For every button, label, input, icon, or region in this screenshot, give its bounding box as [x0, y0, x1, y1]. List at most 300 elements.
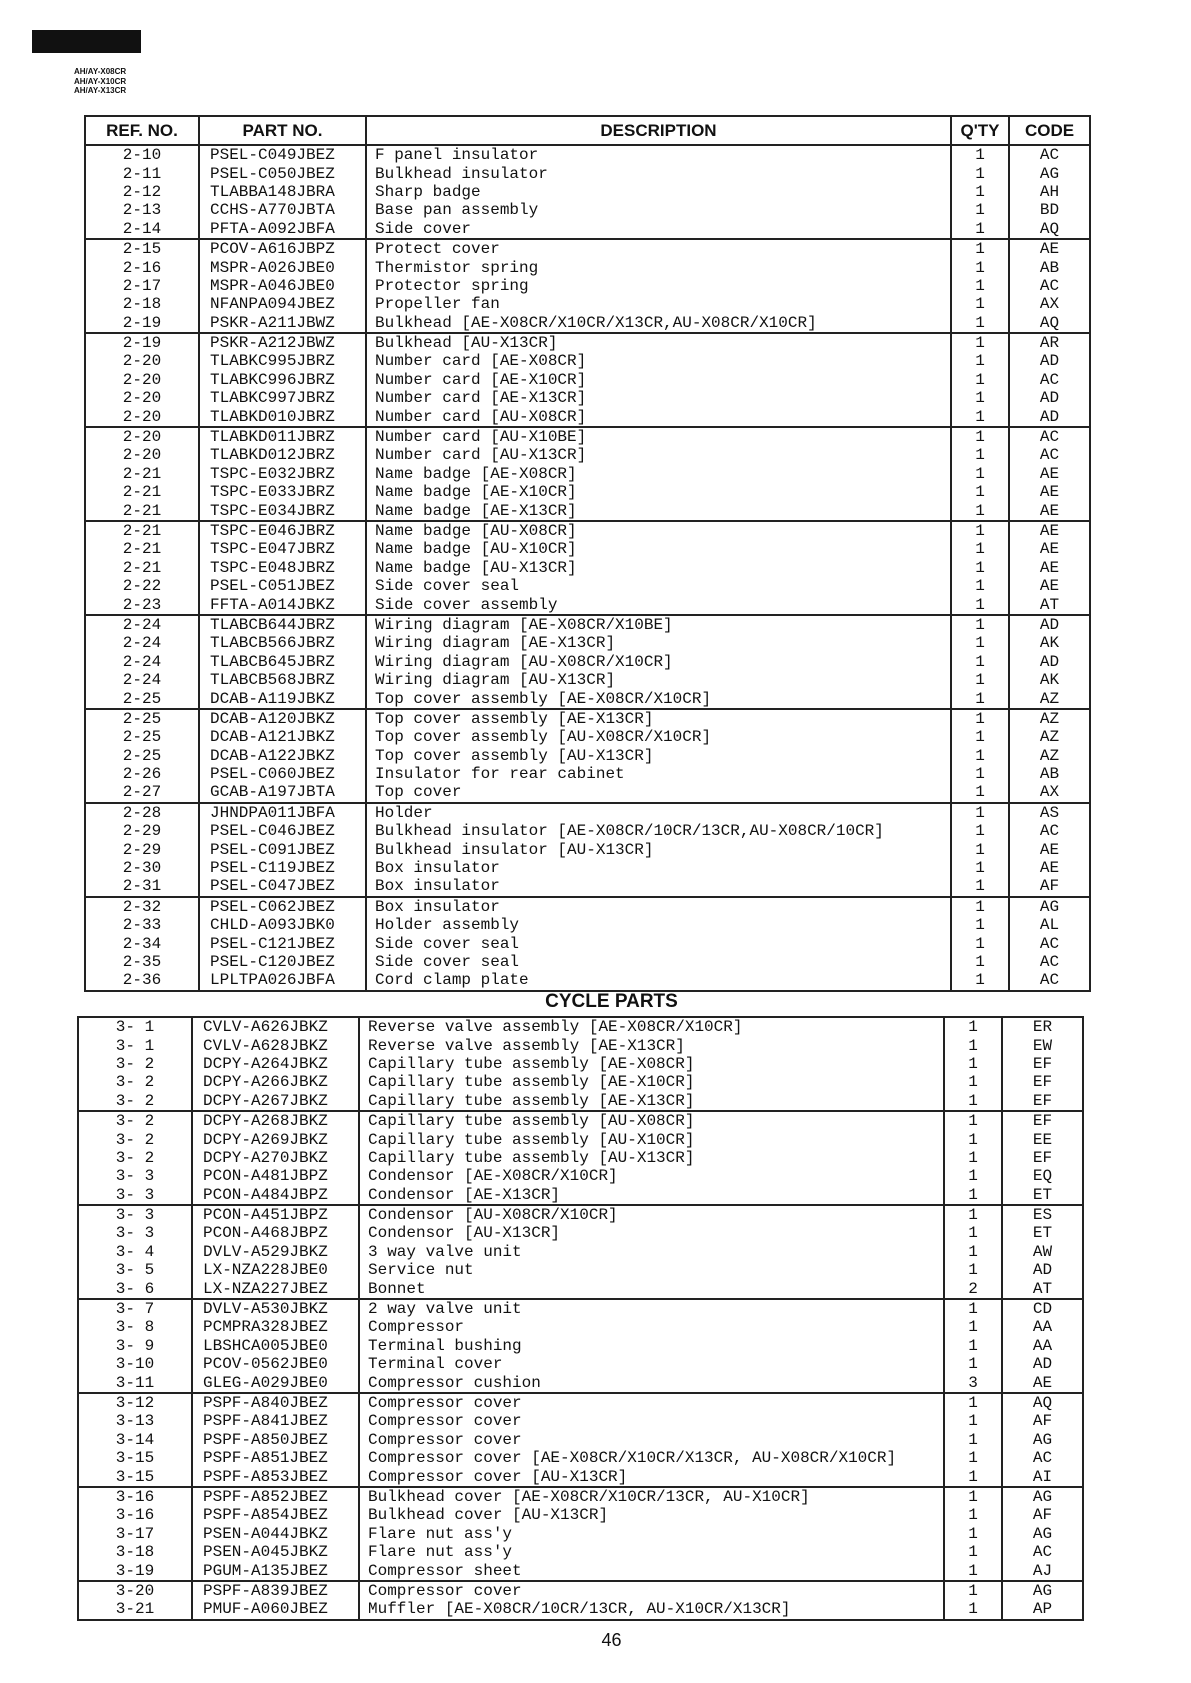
part-no-cell: PSEL-C046JBEZ [199, 822, 366, 840]
description-cell: Compressor cover [359, 1412, 944, 1430]
model-line: AH/AY-X13CR [74, 86, 127, 95]
ref-no-cell: 3-21 [78, 1600, 192, 1619]
table-row [78, 1111, 1083, 1130]
code-cell: AZ [1009, 709, 1090, 728]
ref-no-cell: 3-13 [78, 1412, 192, 1430]
code-cell: EW [1002, 1036, 1083, 1054]
code-cell: AJ [1002, 1561, 1083, 1580]
description-cell: Wiring diagram [AE-X08CR/X10BE] [366, 615, 951, 634]
qty-cell: 1 [951, 389, 1009, 407]
table-row [85, 501, 1090, 520]
ref-no-cell: 2-32 [85, 897, 199, 916]
qty-cell: 1 [951, 840, 1009, 858]
part-no-cell: DCPY-A268JBKZ [192, 1111, 359, 1130]
part-no-cell: TLABKD010JBRZ [199, 407, 366, 426]
description-cell: Bulkhead insulator [AE-X08CR/10CR/13CR,AU-X08CR/10CR] [366, 822, 951, 840]
description-cell: Name badge [AU-X10CR] [366, 540, 951, 558]
ref-no-cell: 3- 3 [78, 1224, 192, 1242]
description-cell: Bulkhead insulator [366, 164, 951, 182]
description-cell: Wiring diagram [AE-X13CR] [366, 634, 951, 652]
part-no-cell: PSEL-C060JBEZ [199, 765, 366, 783]
qty-cell: 1 [944, 1111, 1002, 1130]
table-row [85, 709, 1090, 728]
ref-no-cell: 2-34 [85, 934, 199, 952]
code-cell: AC [1009, 277, 1090, 295]
description-cell: Top cover assembly [AE-X13CR] [366, 709, 951, 728]
table-row [85, 427, 1090, 446]
table-row [78, 1431, 1083, 1449]
ref-no-cell: 3-10 [78, 1355, 192, 1373]
part-no-cell: DVLV-A529JBKZ [192, 1243, 359, 1261]
code-cell: AB [1009, 258, 1090, 276]
qty-cell: 1 [951, 465, 1009, 483]
code-cell: AC [1009, 446, 1090, 464]
table-row [85, 916, 1090, 934]
ref-no-cell: 3- 2 [78, 1055, 192, 1073]
description-cell: Box insulator [366, 877, 951, 896]
description-cell: Number card [AE-X10CR] [366, 371, 951, 389]
ref-no-cell: 2-25 [85, 689, 199, 708]
qty-cell: 1 [951, 352, 1009, 370]
part-no-cell: DCAB-A120JBKZ [199, 709, 366, 728]
part-no-cell: PSEL-C121JBEZ [199, 934, 366, 952]
ref-no-cell: 2-15 [85, 239, 199, 258]
part-no-cell: PCMPRA328JBEZ [192, 1318, 359, 1336]
table-row [85, 765, 1090, 783]
part-no-cell: PSPF-A854JBEZ [192, 1506, 359, 1524]
ref-no-cell: 3- 1 [78, 1036, 192, 1054]
ref-no-cell: 2-22 [85, 577, 199, 595]
description-cell: Terminal cover [359, 1355, 944, 1373]
description-cell: Compressor sheet [359, 1561, 944, 1580]
ref-no-cell: 2-21 [85, 501, 199, 520]
table-row [78, 1224, 1083, 1242]
code-cell: AG [1009, 164, 1090, 182]
qty-cell: 1 [951, 615, 1009, 634]
code-cell: AP [1002, 1600, 1083, 1619]
ref-no-cell: 3- 4 [78, 1243, 192, 1261]
code-cell: AE [1009, 501, 1090, 520]
qty-cell: 1 [951, 540, 1009, 558]
part-no-cell: PCON-A481JBPZ [192, 1167, 359, 1185]
code-cell: AQ [1002, 1393, 1083, 1412]
ref-no-cell: 2-25 [85, 709, 199, 728]
description-cell: Number card [AE-X08CR] [366, 352, 951, 370]
part-no-cell: DCAB-A121JBKZ [199, 728, 366, 746]
ref-no-cell: 3- 2 [78, 1073, 192, 1091]
code-cell: AD [1002, 1261, 1083, 1279]
table-row [78, 1600, 1083, 1619]
table-row [85, 277, 1090, 295]
code-cell: AC [1002, 1543, 1083, 1561]
ref-no-cell: 3-17 [78, 1525, 192, 1543]
table-row [85, 446, 1090, 464]
code-cell: AF [1009, 877, 1090, 896]
ref-no-cell: 3-15 [78, 1449, 192, 1467]
description-cell: Compressor cushion [359, 1373, 944, 1392]
table-row [85, 615, 1090, 634]
qty-cell: 1 [951, 521, 1009, 540]
ref-no-cell: 2-33 [85, 916, 199, 934]
description-cell: Protect cover [366, 239, 951, 258]
cycle-parts-title: CYCLE PARTS [545, 991, 678, 1012]
part-no-cell: TSPC-E034JBRZ [199, 501, 366, 520]
table-row [85, 295, 1090, 313]
qty-cell: 1 [951, 220, 1009, 239]
ref-no-cell: 3-15 [78, 1467, 192, 1486]
description-cell: Top cover assembly [AU-X08CR/X10CR] [366, 728, 951, 746]
description-cell: Capillary tube assembly [AU-X13CR] [359, 1149, 944, 1167]
table-row [85, 671, 1090, 689]
code-cell: ET [1002, 1186, 1083, 1205]
table-row [85, 333, 1090, 352]
qty-cell: 1 [944, 1487, 1002, 1506]
qty-cell: 1 [951, 407, 1009, 426]
qty-cell: 1 [944, 1224, 1002, 1242]
code-cell: AS [1009, 803, 1090, 822]
qty-cell: 1 [951, 822, 1009, 840]
code-cell: AD [1009, 615, 1090, 634]
description-cell: Compressor cover [359, 1581, 944, 1600]
table-row [78, 1243, 1083, 1261]
description-cell: Bulkhead cover [AU-X13CR] [359, 1506, 944, 1524]
code-cell: AF [1002, 1412, 1083, 1430]
table-row [85, 840, 1090, 858]
part-no-cell: DCPY-A264JBKZ [192, 1055, 359, 1073]
description-cell: Wiring diagram [AU-X08CR/X10CR] [366, 653, 951, 671]
ref-no-cell: 2-18 [85, 295, 199, 313]
table-row [85, 859, 1090, 877]
ref-no-cell: 2-24 [85, 653, 199, 671]
ref-no-cell: 2-19 [85, 333, 199, 352]
ref-no-cell: 2-21 [85, 540, 199, 558]
description-cell: Top cover assembly [AE-X08CR/X10CR] [366, 689, 951, 708]
table-row [78, 1092, 1083, 1111]
table-row [78, 1337, 1083, 1355]
table-row [78, 1506, 1083, 1524]
code-cell: ER [1002, 1017, 1083, 1036]
description-cell: Bulkhead [AE-X08CR/X10CR/X13CR,AU-X08CR/X10CR] [366, 314, 951, 333]
description-cell: Wiring diagram [AU-X13CR] [366, 671, 951, 689]
table-row [85, 183, 1090, 201]
part-no-cell: CHLD-A093JBK0 [199, 916, 366, 934]
code-cell: AZ [1009, 747, 1090, 765]
table-row [78, 1525, 1083, 1543]
description-cell: Muffler [AE-X08CR/10CR/13CR, AU-X10CR/X13CR] [359, 1600, 944, 1619]
model-line: AH/AY-X08CR [74, 67, 127, 76]
qty-cell: 1 [951, 897, 1009, 916]
part-no-cell: PSEN-A045JBKZ [192, 1543, 359, 1561]
code-cell: AI [1002, 1467, 1083, 1486]
table-row [85, 371, 1090, 389]
code-cell: AD [1009, 352, 1090, 370]
qty-cell: 1 [944, 1581, 1002, 1600]
table-row [85, 465, 1090, 483]
part-no-cell: GLEG-A029JBE0 [192, 1373, 359, 1392]
ref-no-cell: 3- 2 [78, 1130, 192, 1148]
description-cell: Side cover seal [366, 934, 951, 952]
code-cell: CD [1002, 1299, 1083, 1318]
table-row [78, 1373, 1083, 1392]
parts-table-body [85, 145, 1090, 991]
description-cell: F panel insulator [366, 145, 951, 164]
table-row [85, 634, 1090, 652]
ref-no-cell: 2-36 [85, 971, 199, 990]
part-no-cell: LBSHCA005JBE0 [192, 1337, 359, 1355]
ref-no-cell: 3- 8 [78, 1318, 192, 1336]
code-cell: AG [1002, 1487, 1083, 1506]
description-cell: Capillary tube assembly [AE-X10CR] [359, 1073, 944, 1091]
description-cell: Box insulator [366, 859, 951, 877]
part-no-cell: DVLV-A530JBKZ [192, 1299, 359, 1318]
part-no-cell: GCAB-A197JBTA [199, 783, 366, 802]
table-row [85, 220, 1090, 239]
code-cell: AW [1002, 1243, 1083, 1261]
table-row [85, 897, 1090, 916]
table-row [85, 239, 1090, 258]
qty-cell: 1 [944, 1261, 1002, 1279]
table-row [78, 1261, 1083, 1279]
code-cell: AG [1002, 1581, 1083, 1600]
table-row [78, 1279, 1083, 1298]
table-row [78, 1581, 1083, 1600]
part-no-cell: TLABKC996JBRZ [199, 371, 366, 389]
cycle-parts-table-body [78, 1017, 1083, 1620]
ref-no-cell: 2-21 [85, 559, 199, 577]
part-no-cell: PSEL-C047JBEZ [199, 877, 366, 896]
table-row [85, 407, 1090, 426]
part-no-cell: PCOV-0562JBE0 [192, 1355, 359, 1373]
description-cell: Sharp badge [366, 183, 951, 201]
part-no-cell: TLABCB566JBRZ [199, 634, 366, 652]
qty-cell: 1 [944, 1449, 1002, 1467]
qty-cell: 1 [944, 1243, 1002, 1261]
table-row [85, 521, 1090, 540]
code-cell: EF [1002, 1111, 1083, 1130]
code-cell: AC [1009, 971, 1090, 990]
description-cell: Compressor cover [359, 1393, 944, 1412]
part-no-cell: DCPY-A269JBKZ [192, 1130, 359, 1148]
part-no-cell: PCON-A451JBPZ [192, 1205, 359, 1224]
ref-no-cell: 2-16 [85, 258, 199, 276]
table-row [85, 164, 1090, 182]
qty-cell: 1 [951, 446, 1009, 464]
code-cell: ET [1002, 1224, 1083, 1242]
part-no-cell: MSPR-A046JBE0 [199, 277, 366, 295]
code-cell: AC [1002, 1449, 1083, 1467]
part-no-cell: LX-NZA227JBEZ [192, 1279, 359, 1298]
qty-cell: 1 [944, 1543, 1002, 1561]
part-no-cell: PSPF-A851JBEZ [192, 1449, 359, 1467]
description-cell: Top cover assembly [AU-X13CR] [366, 747, 951, 765]
qty-cell: 1 [951, 709, 1009, 728]
code-cell: AT [1009, 595, 1090, 614]
description-cell: Number card [AE-X13CR] [366, 389, 951, 407]
table-row [78, 1055, 1083, 1073]
part-no-cell: PSKR-A212JBWZ [199, 333, 366, 352]
code-cell: AC [1009, 934, 1090, 952]
ref-no-cell: 3- 3 [78, 1167, 192, 1185]
description-cell: Name badge [AU-X08CR] [366, 521, 951, 540]
part-no-cell: PCON-A484JBPZ [192, 1186, 359, 1205]
part-no-cell: PFTA-A092JBFA [199, 220, 366, 239]
ref-no-cell: 2-21 [85, 465, 199, 483]
ref-no-cell: 3-18 [78, 1543, 192, 1561]
description-cell: Bulkhead [AU-X13CR] [366, 333, 951, 352]
part-no-cell: PSEL-C091JBEZ [199, 840, 366, 858]
table-row [85, 689, 1090, 708]
ref-no-cell: 3- 2 [78, 1111, 192, 1130]
code-cell: AE [1009, 840, 1090, 858]
description-cell: Holder [366, 803, 951, 822]
code-cell: AQ [1009, 314, 1090, 333]
description-cell: Insulator for rear cabinet [366, 765, 951, 783]
description-cell: Side cover seal [366, 577, 951, 595]
qty-cell: 1 [951, 689, 1009, 708]
description-cell: Service nut [359, 1261, 944, 1279]
part-no-cell: MSPR-A026JBE0 [199, 258, 366, 276]
ref-no-cell: 2-13 [85, 201, 199, 219]
part-no-cell: NFANPA094JBEZ [199, 295, 366, 313]
part-no-cell: JHNDPA011JBFA [199, 803, 366, 822]
table-row [85, 559, 1090, 577]
qty-cell: 1 [951, 671, 1009, 689]
part-no-cell: PGUM-A135JBEZ [192, 1561, 359, 1580]
description-cell: Terminal bushing [359, 1337, 944, 1355]
description-cell: Capillary tube assembly [AE-X08CR] [359, 1055, 944, 1073]
qty-cell: 1 [944, 1506, 1002, 1524]
part-no-cell: PSPF-A853JBEZ [192, 1467, 359, 1486]
part-no-cell: TLABKD012JBRZ [199, 446, 366, 464]
description-cell: Capillary tube assembly [AE-X13CR] [359, 1092, 944, 1111]
qty-cell: 1 [951, 595, 1009, 614]
part-no-cell: TLABCB645JBRZ [199, 653, 366, 671]
qty-cell: 1 [944, 1600, 1002, 1619]
ref-no-cell: 2-24 [85, 615, 199, 634]
description-cell: Holder assembly [366, 916, 951, 934]
code-cell: AE [1009, 483, 1090, 501]
description-cell: Bulkhead cover [AE-X08CR/X10CR/13CR, AU-X10CR] [359, 1487, 944, 1506]
part-no-cell: CVLV-A628JBKZ [192, 1036, 359, 1054]
description-cell: Condensor [AU-X08CR/X10CR] [359, 1205, 944, 1224]
ref-no-cell: 3- 3 [78, 1205, 192, 1224]
description-cell: Compressor cover [AU-X13CR] [359, 1467, 944, 1486]
code-cell: AH [1009, 183, 1090, 201]
model-line: AH/AY-X10CR [74, 76, 127, 86]
table-row [78, 1299, 1083, 1318]
qty-cell: 1 [951, 747, 1009, 765]
table-row [78, 1073, 1083, 1091]
table-row [78, 1355, 1083, 1373]
part-no-cell: TSPC-E033JBRZ [199, 483, 366, 501]
ref-no-cell: 3-14 [78, 1431, 192, 1449]
table-row [78, 1412, 1083, 1430]
code-cell: BD [1009, 201, 1090, 219]
code-cell: EF [1002, 1073, 1083, 1091]
description-cell: Protector spring [366, 277, 951, 295]
qty-cell: 1 [944, 1337, 1002, 1355]
ref-no-cell: 2-21 [85, 521, 199, 540]
ref-no-cell: 2-23 [85, 595, 199, 614]
qty-cell: 1 [944, 1561, 1002, 1580]
col-desc-header: DESCRIPTION [366, 116, 951, 145]
ref-no-cell: 2-20 [85, 371, 199, 389]
description-cell: Number card [AU-X10BE] [366, 427, 951, 446]
ref-no-cell: 2-29 [85, 840, 199, 858]
qty-cell: 1 [944, 1073, 1002, 1091]
part-no-cell: DCPY-A266JBKZ [192, 1073, 359, 1091]
table-row [85, 653, 1090, 671]
qty-cell: 1 [951, 164, 1009, 182]
qty-cell: 1 [951, 371, 1009, 389]
table-row [85, 389, 1090, 407]
qty-cell: 1 [951, 258, 1009, 276]
ref-no-cell: 2-12 [85, 183, 199, 201]
description-cell: Compressor cover [359, 1431, 944, 1449]
ref-no-cell: 2-19 [85, 314, 199, 333]
part-no-cell: TLABBA148JBRA [199, 183, 366, 201]
description-cell: Name badge [AE-X13CR] [366, 501, 951, 520]
code-cell: AE [1009, 577, 1090, 595]
description-cell: Bonnet [359, 1279, 944, 1298]
part-no-cell: TLABCB644JBRZ [199, 615, 366, 634]
part-no-cell: TLABCB568JBRZ [199, 671, 366, 689]
table-row [78, 1036, 1083, 1054]
part-no-cell: PCOV-A616JBPZ [199, 239, 366, 258]
code-cell: AZ [1009, 728, 1090, 746]
qty-cell: 1 [951, 559, 1009, 577]
col-ref-header: REF. NO. [85, 116, 199, 145]
ref-no-cell: 3- 5 [78, 1261, 192, 1279]
code-cell: AE [1002, 1373, 1083, 1392]
table-row [78, 1186, 1083, 1205]
ref-no-cell: 3-19 [78, 1561, 192, 1580]
ref-no-cell: 2-24 [85, 671, 199, 689]
code-cell: AZ [1009, 689, 1090, 708]
qty-cell: 1 [944, 1467, 1002, 1486]
cycle-parts-table [77, 1016, 1084, 1621]
table-row [78, 1130, 1083, 1148]
ref-no-cell: 2-28 [85, 803, 199, 822]
ref-no-cell: 2-30 [85, 859, 199, 877]
description-cell: 2 way valve unit [359, 1299, 944, 1318]
description-cell: Compressor cover [AE-X08CR/X10CR/X13CR, AU-X08CR/X10CR] [359, 1449, 944, 1467]
part-no-cell: PSPF-A840JBEZ [192, 1393, 359, 1412]
table-row [85, 577, 1090, 595]
ref-no-cell: 3- 9 [78, 1337, 192, 1355]
model-list [74, 67, 126, 96]
code-cell: EE [1002, 1130, 1083, 1148]
part-no-cell: TLABKC997JBRZ [199, 389, 366, 407]
description-cell: Propeller fan [366, 295, 951, 313]
qty-cell: 1 [951, 971, 1009, 990]
qty-cell: 1 [951, 201, 1009, 219]
table-row [78, 1318, 1083, 1336]
ref-no-cell: 2-29 [85, 822, 199, 840]
part-no-cell: FFTA-A014JBKZ [199, 595, 366, 614]
description-cell: 3 way valve unit [359, 1243, 944, 1261]
description-cell: Reverse valve assembly [AE-X08CR/X10CR] [359, 1017, 944, 1036]
description-cell: Name badge [AU-X13CR] [366, 559, 951, 577]
part-no-cell: PSPF-A850JBEZ [192, 1431, 359, 1449]
code-cell: AC [1009, 822, 1090, 840]
code-cell: AB [1009, 765, 1090, 783]
part-no-cell: PSEN-A044JBKZ [192, 1525, 359, 1543]
part-no-cell: PCON-A468JBPZ [192, 1224, 359, 1242]
part-no-cell: DCAB-A122JBKZ [199, 747, 366, 765]
qty-cell: 3 [944, 1373, 1002, 1392]
qty-cell: 1 [951, 859, 1009, 877]
